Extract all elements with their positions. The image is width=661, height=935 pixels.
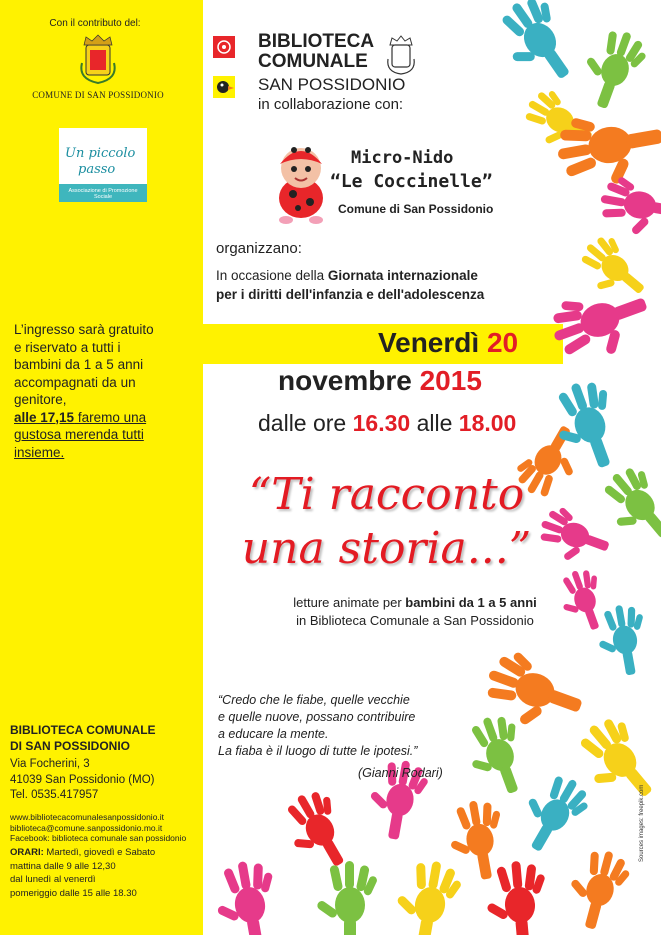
quote-line: e quelle nuove, possano contribuire (218, 710, 416, 724)
event-year: 2015 (419, 365, 482, 396)
ladybug-baby-icon (268, 136, 334, 224)
time-end: 18.00 (458, 410, 517, 436)
micro-nido-comune: Comune di San Possidonio (338, 202, 494, 216)
event-time (258, 409, 516, 437)
quote-line: La fiaba è il luogo di tutte le ipotesi.” (218, 744, 418, 758)
hours-line: pomeriggio dalle 15 alle 18.30 (10, 887, 137, 899)
desc-prefix: letture animate per (293, 595, 406, 610)
info-line-rest: faremo una (74, 409, 147, 425)
assoc-line1: Un piccolo (65, 146, 136, 161)
event-month: novembre (278, 365, 420, 396)
event-title-line2: una storia...” (241, 523, 532, 574)
library-crest-icon (385, 35, 417, 75)
email-link[interactable]: biblioteca@comune.sanpossidonio.mo.it (10, 822, 163, 833)
image-credit: Sources images: freepik.com (639, 784, 645, 862)
info-line: gustosa merenda tutti (14, 427, 144, 442)
event-title (214, 468, 559, 576)
assoc-subtitle: Associazione di Promozione Sociale (68, 188, 138, 200)
info-line (14, 409, 198, 427)
municipal-crest-icon (78, 33, 118, 85)
hours-days: Martedì, giovedì e Sabato (43, 847, 156, 858)
time-start: 16.30 (352, 410, 411, 436)
hours-line (10, 846, 155, 860)
address-city: 41039 San Possidonio (MO) (10, 773, 155, 786)
contribution-label: Con il contributo del: (49, 18, 141, 29)
website-link[interactable]: www.bibliotecacomunalesanpossidonio.it (10, 812, 165, 822)
info-line: L’ingresso sarà gratuito (14, 322, 154, 337)
info-line: insieme. (14, 444, 65, 460)
event-day (378, 327, 518, 359)
quote-line: a educare la mente. (218, 727, 329, 741)
address-phone: Tel. 0535.417957 (10, 789, 99, 801)
quote-line: “Credo che le fiabe, quelle vecchie (218, 693, 410, 707)
collaboration-label: in collaborazione con: (258, 96, 404, 113)
info-line: accompagnati da un (14, 374, 136, 390)
event-description (260, 594, 570, 630)
library-contact-title (10, 722, 156, 754)
assoc-line2: passo (78, 162, 116, 177)
desc-line2: in Biblioteca Comunale a San Possidonio (296, 613, 534, 628)
snack-time: alle 17,15 (14, 409, 75, 425)
event-title-line1: “Ti racconto (248, 469, 525, 520)
occasion-name: Giornata internazionale (327, 268, 478, 283)
library-name (258, 32, 374, 72)
micro-nido-name: “Le Coccinelle” (330, 171, 493, 192)
hours-label: ORARI: (10, 847, 44, 858)
desc-audience: bambini da 1 a 5 anni (405, 595, 537, 610)
hours-line: dal lunedì al venerdì (10, 874, 96, 885)
desc-line1 (260, 594, 570, 612)
library-bird-icon (213, 36, 235, 58)
event-month-year (278, 365, 482, 397)
library-title-line2: DI SAN POSSIDONIO (10, 739, 131, 753)
info-line: bambini da 1 a 5 anni (14, 357, 144, 372)
event-day-number: 20 (486, 327, 519, 358)
event-weekday: Venerdì (378, 327, 487, 358)
association-logo (59, 128, 147, 202)
quote-author: (Gianni Rodari) (358, 766, 443, 780)
hours-line: mattina dalle 9 alle 12,30 (10, 860, 116, 872)
micro-nido-title: Micro-Nido (351, 148, 454, 168)
time-prefix: dalle ore (258, 410, 353, 436)
occasion-text (216, 266, 484, 304)
info-line: e riservato a tutti i (14, 339, 121, 355)
occasion-line1 (216, 266, 484, 285)
library-title-line1: BIBLIOTECA COMUNALE (10, 723, 156, 737)
library-web (10, 812, 186, 844)
entry-info (14, 321, 198, 461)
info-line: genitore, (14, 392, 67, 407)
library-address (10, 757, 154, 804)
rodari-quote (218, 692, 417, 760)
comune-name: COMUNE DI SAN POSSIDONIO (32, 90, 164, 100)
opening-hours (10, 846, 155, 900)
occasion-prefix: In occasione della (216, 268, 328, 283)
time-mid: alle (410, 410, 459, 436)
library-bird-icon-2 (213, 76, 235, 98)
library-name-line2: COMUNALE (258, 51, 368, 72)
occasion-line2: per i diritti dell'infanzia e dell'adolescenza (216, 287, 485, 302)
organizers-label: organizzano: (216, 240, 302, 257)
facebook-link[interactable]: Facebook: biblioteca comunale san possidonio (10, 833, 187, 843)
address-street: Via Focherini, 3 (10, 758, 90, 770)
library-name-line1: BIBLIOTECA (258, 31, 375, 52)
library-city: SAN POSSIDONIO (258, 75, 406, 94)
